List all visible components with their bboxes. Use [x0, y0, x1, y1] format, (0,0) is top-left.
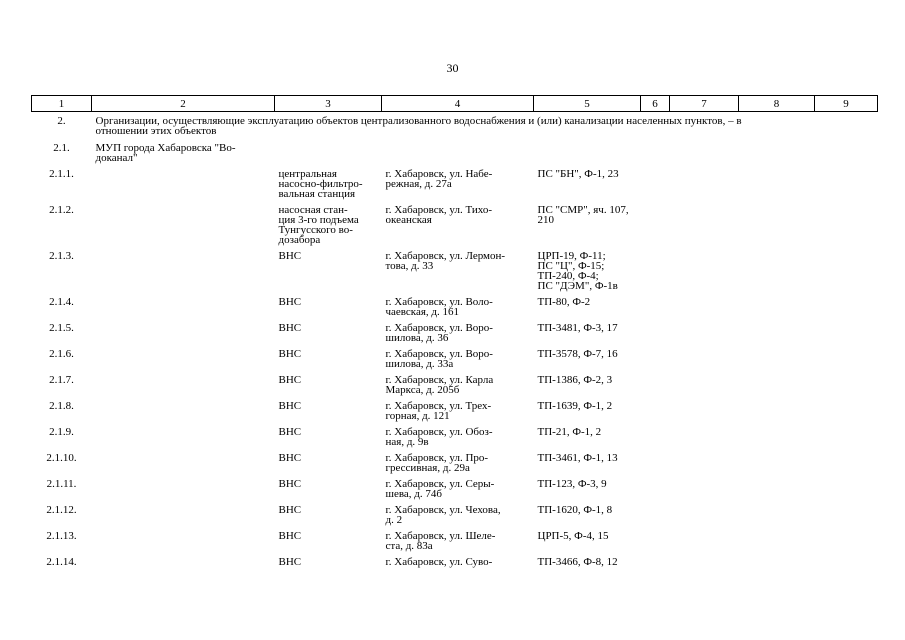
item-col9 — [815, 297, 878, 323]
item-col8 — [739, 453, 815, 479]
item-address: г. Хабаровск, ул. Карла Маркса, д. 205б — [385, 374, 494, 396]
table-row — [32, 453, 878, 479]
item-object: ВНС — [278, 250, 302, 262]
item-col8 — [739, 557, 815, 573]
item-col6 — [641, 349, 670, 375]
item-col8 — [739, 169, 815, 205]
item-number: 2.1.11. — [46, 478, 77, 490]
item-col8 — [739, 323, 815, 349]
item-owner — [92, 323, 275, 349]
table-row — [32, 401, 878, 427]
table-row — [32, 427, 878, 453]
item-col8 — [739, 205, 815, 251]
table-header — [32, 96, 878, 112]
item-owner — [92, 557, 275, 573]
item-object: ВНС — [278, 556, 302, 568]
item-power-feed: ТП-21, Ф-1, 2 — [537, 426, 602, 438]
item-address: г. Хабаровск, ул. Воро- шилова, д. 33а — [385, 348, 493, 370]
item-owner — [92, 349, 275, 375]
item-number: 2.1.6. — [49, 348, 74, 360]
item-col7 — [670, 557, 739, 573]
item-object: ВНС — [278, 478, 302, 490]
item-object: ВНС — [278, 530, 302, 542]
item-address: г. Хабаровск, ул. Шеле- ста, д. 83а — [385, 530, 496, 552]
item-col6 — [641, 401, 670, 427]
item-number: 2.1.8. — [49, 400, 74, 412]
item-col9 — [815, 557, 878, 573]
item-col8 — [739, 251, 815, 297]
item-number: 2.1.13. — [46, 530, 77, 542]
column-header: 7 — [670, 96, 739, 112]
table-row — [32, 169, 878, 205]
column-header: 5 — [534, 96, 641, 112]
item-col6 — [641, 505, 670, 531]
item-address: г. Хабаровск, ул. Обоз- ная, д. 9в — [385, 426, 493, 448]
item-owner — [92, 251, 275, 297]
table-row — [32, 505, 878, 531]
subsection-number: 2.1. — [53, 142, 70, 154]
item-col9 — [815, 453, 878, 479]
item-col8 — [739, 375, 815, 401]
item-power-feed: ТП-123, Ф-3, 9 — [537, 478, 607, 490]
item-address: г. Хабаровск, ул. Набе- режная, д. 27а — [385, 168, 493, 190]
column-header: 9 — [815, 96, 878, 112]
header-row — [32, 96, 878, 112]
table-row — [32, 349, 878, 375]
item-col6 — [641, 169, 670, 205]
item-col7 — [670, 205, 739, 251]
item-col9 — [815, 505, 878, 531]
item-owner — [92, 427, 275, 453]
item-number: 2.1.10. — [46, 452, 77, 464]
item-col7 — [670, 251, 739, 297]
item-power-feed: ТП-1386, Ф-2, 3 — [537, 374, 613, 386]
item-power-feed: ТП-80, Ф-2 — [537, 296, 591, 308]
table-row — [32, 479, 878, 505]
item-col8 — [739, 531, 815, 557]
item-power-feed: ЦРП-19, Ф-11; ПС "Ц", Ф-15; ТП-240, Ф-4; ПС "ДЭМ", Ф-1в — [537, 250, 618, 292]
item-col9 — [815, 251, 878, 297]
table-row — [32, 557, 878, 573]
table-row — [32, 323, 878, 349]
subsection-row — [32, 143, 878, 169]
item-col9 — [815, 427, 878, 453]
table-row — [32, 375, 878, 401]
item-col7 — [670, 505, 739, 531]
item-col7 — [670, 453, 739, 479]
item-owner — [92, 205, 275, 251]
item-owner — [92, 453, 275, 479]
item-number: 2.1.3. — [49, 250, 74, 262]
column-header: 1 — [32, 96, 92, 112]
item-object: ВНС — [278, 426, 302, 438]
item-col8 — [739, 349, 815, 375]
item-col8 — [739, 297, 815, 323]
item-owner — [92, 531, 275, 557]
item-col7 — [670, 169, 739, 205]
item-col7 — [670, 375, 739, 401]
item-number: 2.1.14. — [46, 556, 77, 568]
item-object: ВНС — [278, 322, 302, 334]
item-object: ВНС — [278, 400, 302, 412]
item-col6 — [641, 453, 670, 479]
subsection-title: МУП города Хабаровска "Во- доканал" — [95, 142, 236, 164]
item-address: г. Хабаровск, ул. Лермон- това, д. 33 — [385, 250, 506, 272]
item-col6 — [641, 205, 670, 251]
item-address: г. Хабаровск, ул. Чехова, д. 2 — [385, 504, 501, 526]
table-row — [32, 251, 878, 297]
item-number: 2.1.12. — [46, 504, 77, 516]
item-address: г. Хабаровск, ул. Воро- шилова, д. 36 — [385, 322, 493, 344]
table-body — [32, 112, 878, 574]
item-object: насосная стан- ция 3-го подъема Тунгусского во- дозабора — [278, 204, 359, 246]
item-col8 — [739, 505, 815, 531]
item-col9 — [815, 169, 878, 205]
section-row — [32, 112, 878, 144]
item-object: ВНС — [278, 348, 302, 360]
item-number: 2.1.1. — [49, 168, 74, 180]
item-col6 — [641, 557, 670, 573]
table-row — [32, 205, 878, 251]
item-address: г. Хабаровск, ул. Трех- горная, д. 121 — [385, 400, 492, 422]
item-col7 — [670, 401, 739, 427]
item-col8 — [739, 479, 815, 505]
item-col9 — [815, 349, 878, 375]
item-power-feed: ПС "СМР", яч. 107, 210 — [537, 204, 629, 226]
item-col9 — [815, 375, 878, 401]
column-header: 4 — [382, 96, 534, 112]
table-row — [32, 531, 878, 557]
item-col9 — [815, 531, 878, 557]
item-address: г. Хабаровск, ул. Суво- — [385, 556, 493, 568]
column-header: 6 — [641, 96, 670, 112]
document-table — [31, 95, 878, 573]
item-object: ВНС — [278, 504, 302, 516]
item-col9 — [815, 479, 878, 505]
item-owner — [92, 505, 275, 531]
column-header: 2 — [92, 96, 275, 112]
column-header: 8 — [739, 96, 815, 112]
item-power-feed: ТП-3466, Ф-8, 12 — [537, 556, 618, 568]
item-col6 — [641, 251, 670, 297]
section-title: Организации, осуществляющие эксплуатацию объектов централизованного водоснабжения и (или) канализации населенных пунктов, – в отношении этих объектов — [95, 115, 742, 137]
item-address: г. Хабаровск, ул. Серы- шева, д. 74б — [385, 478, 495, 500]
table-row — [32, 297, 878, 323]
item-col7 — [670, 297, 739, 323]
item-col9 — [815, 323, 878, 349]
item-col7 — [670, 479, 739, 505]
item-owner — [92, 169, 275, 205]
page-number: 30 — [446, 61, 459, 75]
item-owner — [92, 479, 275, 505]
item-number: 2.1.2. — [49, 204, 74, 216]
item-owner — [92, 297, 275, 323]
item-col6 — [641, 323, 670, 349]
item-object: ВНС — [278, 296, 302, 308]
item-col9 — [815, 205, 878, 251]
item-owner — [92, 401, 275, 427]
item-object: ВНС — [278, 452, 302, 464]
item-object: ВНС — [278, 374, 302, 386]
item-col7 — [670, 427, 739, 453]
item-number: 2.1.7. — [49, 374, 74, 386]
item-col6 — [641, 479, 670, 505]
item-col7 — [670, 323, 739, 349]
item-col8 — [739, 427, 815, 453]
item-power-feed: ТП-3481, Ф-3, 17 — [537, 322, 618, 334]
item-object: центральная насосно-фильтро- вальная станция — [278, 168, 363, 200]
item-power-feed: ЦРП-5, Ф-4, 15 — [537, 530, 609, 542]
item-power-feed: ПС "БН", Ф-1, 23 — [537, 168, 619, 180]
item-address: г. Хабаровск, ул. Тихо- океанская — [385, 204, 493, 226]
item-col7 — [670, 531, 739, 557]
item-col6 — [641, 531, 670, 557]
item-number: 2.1.4. — [49, 296, 74, 308]
item-owner — [92, 375, 275, 401]
item-address: г. Хабаровск, ул. Воло- чаевская, д. 161 — [385, 296, 493, 318]
item-power-feed: ТП-3461, Ф-1, 13 — [537, 452, 618, 464]
item-col8 — [739, 401, 815, 427]
item-address: г. Хабаровск, ул. Про- грессивная, д. 29а — [385, 452, 489, 474]
item-col6 — [641, 427, 670, 453]
item-power-feed: ТП-1620, Ф-1, 8 — [537, 504, 613, 516]
item-col6 — [641, 297, 670, 323]
item-col9 — [815, 401, 878, 427]
item-col6 — [641, 375, 670, 401]
item-power-feed: ТП-1639, Ф-1, 2 — [537, 400, 613, 412]
item-number: 2.1.9. — [49, 426, 74, 438]
item-number: 2.1.5. — [49, 322, 74, 334]
item-col7 — [670, 349, 739, 375]
item-power-feed: ТП-3578, Ф-7, 16 — [537, 348, 618, 360]
column-header: 3 — [275, 96, 382, 112]
section-number: 2. — [57, 115, 66, 127]
